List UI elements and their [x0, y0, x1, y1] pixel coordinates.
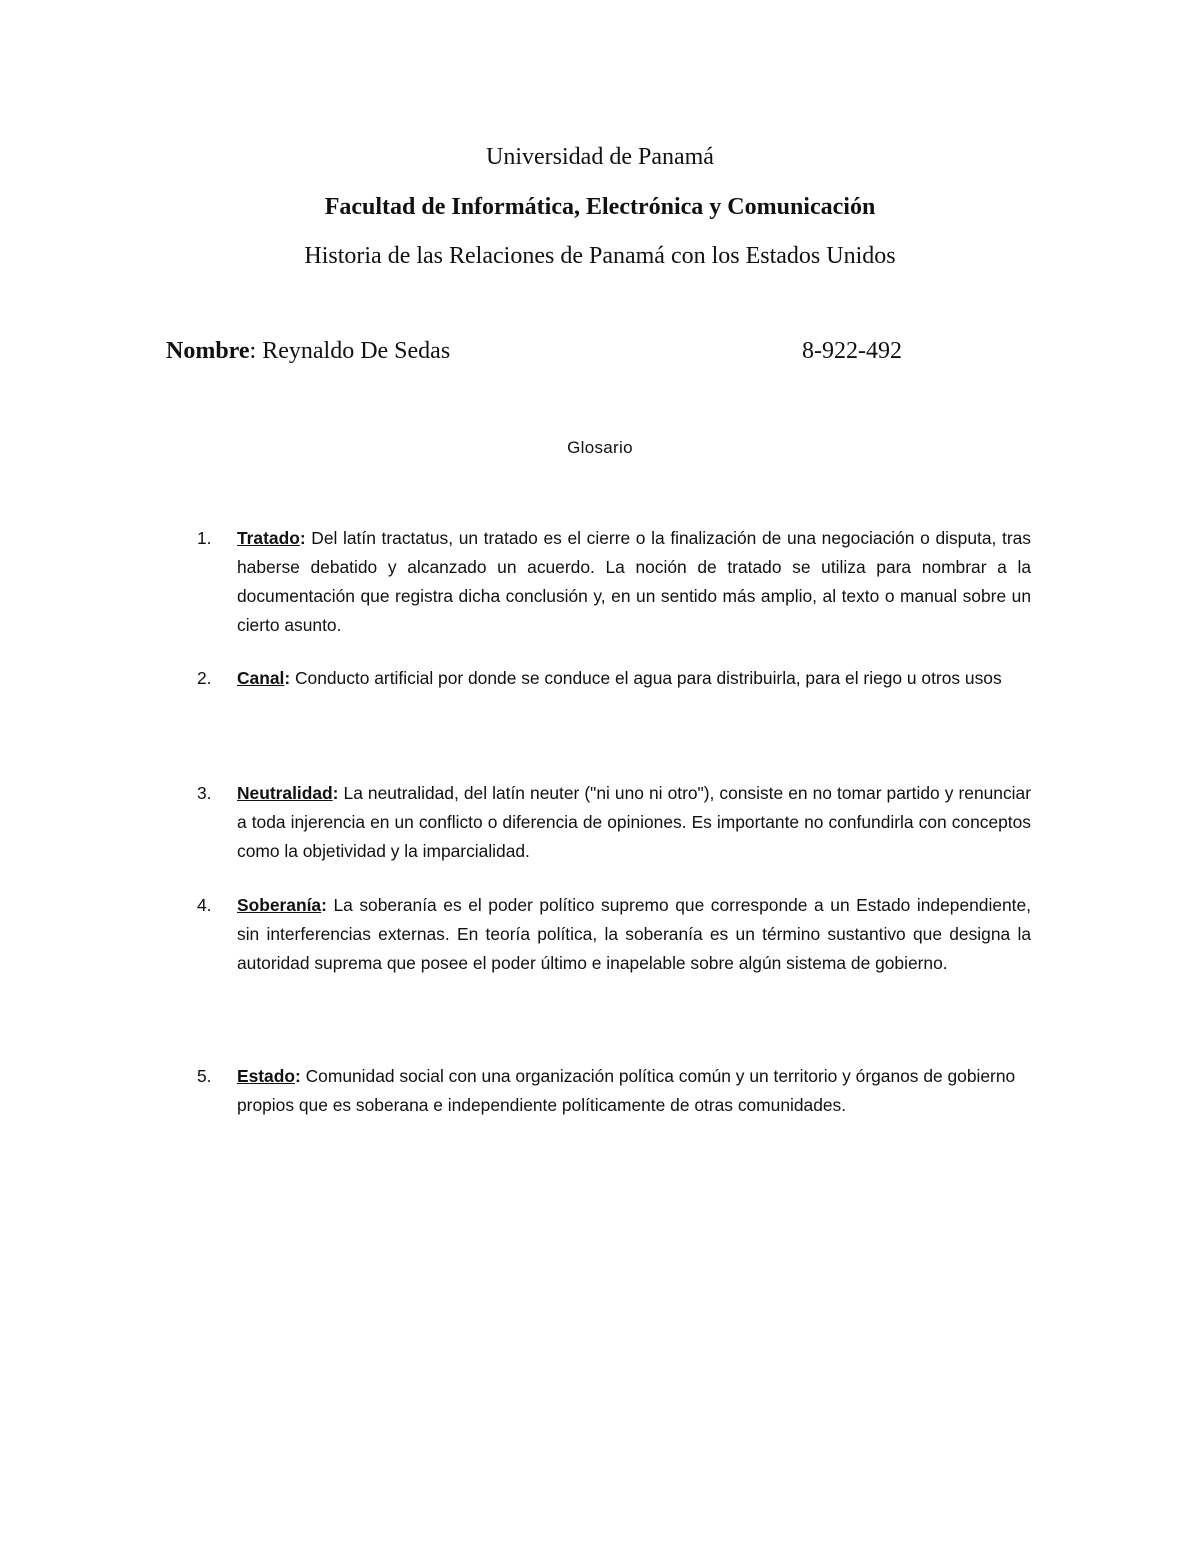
entry-colon: : [299, 528, 306, 548]
entry-term: Soberanía [237, 895, 322, 915]
entry-body [237, 1062, 1031, 1120]
glossary-title: Glosario [567, 438, 633, 457]
entry-term: Neutralidad [237, 783, 333, 803]
entry-colon: : [321, 895, 327, 915]
glossary-entry-estado [197, 1062, 1031, 1120]
course-title: Historia de las Relaciones de Panamá con los Estados Unidos [304, 243, 896, 269]
entry-number: 2. [197, 668, 212, 688]
glossary-entry-canal [197, 664, 1031, 693]
entry-term: Estado [237, 1066, 295, 1086]
student-id-number: 8-922-492 [802, 338, 902, 364]
entry-term: Tratado [237, 528, 300, 548]
glossary-entry-soberania [197, 891, 1031, 978]
name-label: Nombre [166, 338, 250, 364]
entry-number: 3. [197, 783, 212, 803]
university-name: Universidad de Panamá [486, 144, 714, 170]
entry-definition: Conducto artificial por donde se conduce el agua para distribuirla, para el riego u otros usos [290, 668, 1002, 688]
glossary-entry-tratado [197, 524, 1031, 640]
entry-colon: : [294, 1066, 301, 1086]
entry-body [237, 524, 1031, 640]
entry-definition: La neutralidad, del latín neuter ("ni uno ni otro"), consiste en no tomar partido y renunciar a toda injerencia en un conflicto o diferencia de opiniones. Es importante no confundirla con conceptos como la objetividad y la imparcialidad. [237, 783, 1031, 861]
faculty-name: Facultad de Informática, Electrónica y Comunicación [324, 194, 876, 220]
student-name-row [166, 336, 450, 366]
entry-number: 5. [197, 1066, 212, 1086]
entry-term: Canal [237, 668, 285, 688]
glossary-entry-neutralidad [197, 779, 1031, 866]
entry-colon: : [284, 668, 291, 688]
entry-body [237, 664, 1031, 693]
entry-colon: : [332, 783, 339, 803]
entry-definition: La soberanía es el poder político supremo que corresponde a un Estado independiente, sin interferencias externas. En teoría política, la soberanía es un término sustantivo que designa la autoridad suprema que posee el poder último e inapelable sobre algún sistema de gobierno. [237, 895, 1031, 973]
entry-number: 4. [197, 895, 212, 915]
name-separator: : [249, 338, 257, 364]
entry-definition: Comunidad social con una organización política común y un territorio y órganos de gobierno propios que es soberana e independiente políticamente de otras comunidades. [237, 1066, 1016, 1115]
student-name: Reynaldo De Sedas [256, 338, 451, 364]
entry-body [237, 891, 1031, 978]
entry-number: 1. [197, 528, 212, 548]
entry-definition: Del latín tractatus, un tratado es el cierre o la finalización de una negociación o disputa, tras haberse debatido y alcanzado un acuerdo. La noción de tratado se utiliza para nombrar a la documentación que registra dicha conclusión y, en un sentido más amplio, al texto o manual sobre un cierto asunto. [237, 528, 1031, 635]
entry-body [237, 779, 1031, 866]
